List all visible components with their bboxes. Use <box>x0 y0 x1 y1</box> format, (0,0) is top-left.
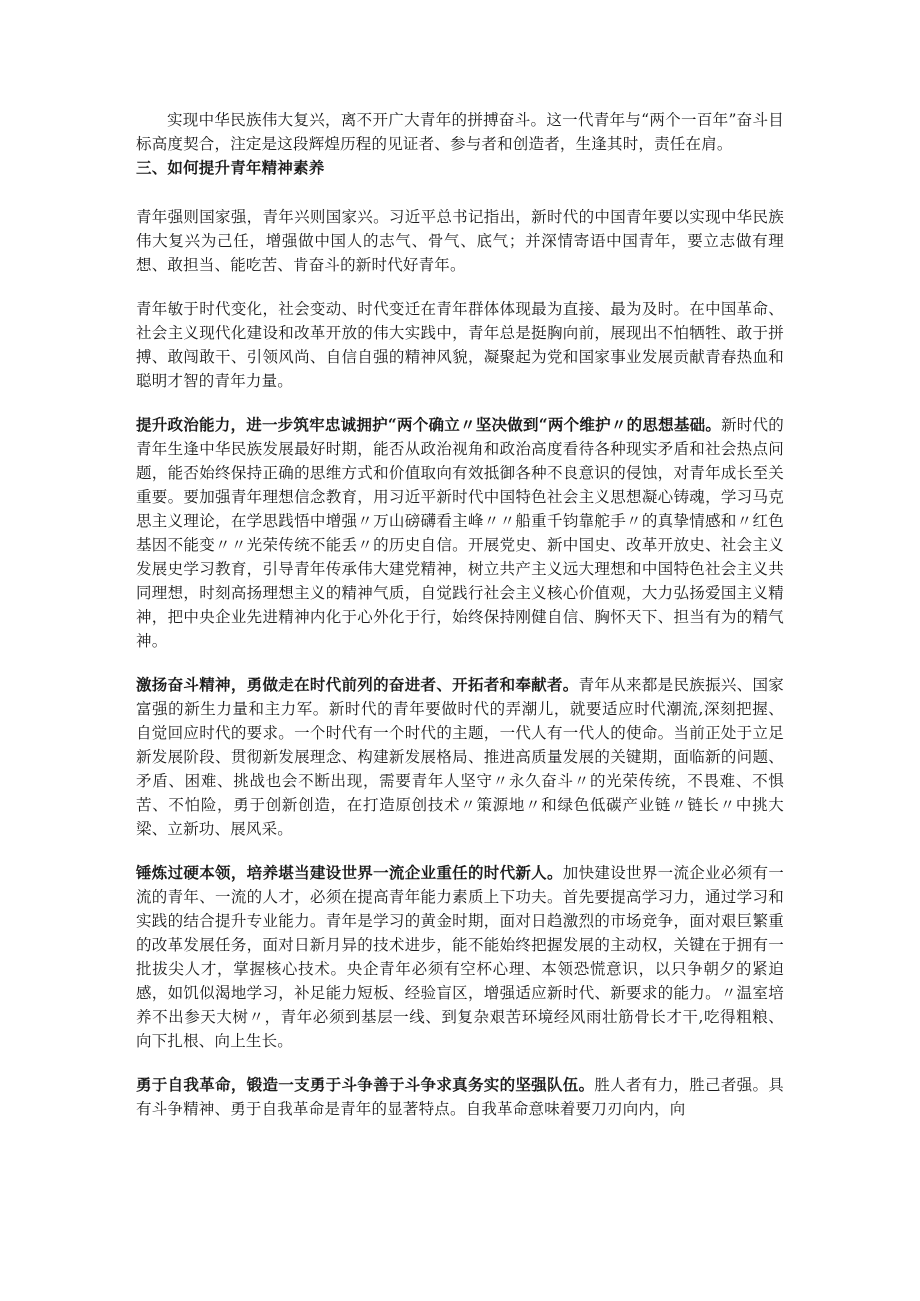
paragraph-6 <box>136 1073 784 1121</box>
paragraph-4 <box>136 673 784 841</box>
paragraph-6-lead: 勇于自我革命，锻造一支勇于斗争善于斗争求真务实的坚强队伍。 <box>136 1075 595 1094</box>
paragraph-3 <box>136 413 784 653</box>
paragraph-4-body: 青年从来都是民族振兴、国家富强的新生力量和主力军。新时代的青年要做时代的弄潮儿，就要适应时代潮流,深刻把握、自觉回应时代的要求。一个时代有一个时代的主题，一代人有一代人的使命。当前正处于立足新发展阶段、贯彻新发展理念、构建新发展格局、推进高质量发展的关键期，面临新的问题、矛盾、困难、挑战也会不断出现，需要青年人坚守〃永久奋斗〃的光荣传统，不畏难、不惧苦、不怕险，勇于创新创造，在打造原创技术〃策源地〃和绿色低碳产业链〃链长〃中挑大梁、立新功、展风采。 <box>136 676 784 838</box>
paragraph-3-lead: 提升政治能力，进一步筑牢忠诚拥护“两个确立〃坚决做到“两个维护〃的思想基础。 <box>136 415 722 434</box>
document-page <box>136 108 784 1121</box>
paragraph-5-lead: 锤炼过硬本领，培养堪当建设世界一流企业重任的时代新人。 <box>136 863 563 882</box>
paragraph-2: 青年敏于时代变化，社会变动、时代变迁在青年群体体现最为直接、最为及时。在中国革命、社会主义现代化建设和改革开放的伟大实践中，青年总是挺胸向前，展现出不怕牺牲、敢于拼搏、敢闯敢干、引领风尚、自信自强的精神风貌，凝聚起为党和国家事业发展贡献青春热血和聪明才智的青年力量。 <box>136 300 784 390</box>
paragraph-3-body: 新时代的青年生逢中华民族发展最好时期，能否从政治视角和政治高度看待各种现实矛盾和社会热点问题，能否始终保持正确的思维方式和价值取向有效抵御各种不良意识的侵蚀，对青年成长至关重要。要加强青年理想信念教育，用习近平新时代中国特色社会主义思想凝心铸魂，学习马克思主义理论，在学思践悟中增强〃万山磅礴看主峰〃〃船重千钧靠舵手〃的真挚情感和〃红色基因不能变〃〃光荣传统不能丢〃的历史自信。开展党史、新中国史、改革开放史、社会主义发展史学习教育，引导青年传承伟大建党精神，树立共产主义远大理想和中国特色社会主义共同理想，时刻高扬理想主义的精神气质，自觉践行社会主义核心价值观，大力弘扬爱国主义精神，把中央企业先进精神内化于心外化于行，始终保持刚健自信、胸怀天下、担当有为的精气神。 <box>136 416 784 650</box>
intro-paragraph: 实现中华民族伟大复兴，离不开广大青年的拼搏奋斗。这一代青年与“两个一百年”奋斗目标高度契合，注定是这段辉煌历程的见证者、参与者和创造者，生逢其时，责任在肩。 <box>136 111 784 153</box>
section-heading: 三、如何提升青年精神素养 <box>136 158 325 177</box>
paragraph-5-body: 加快建设世界一流企业必须有一流的青年、一流的人才，必须在提高青年能力素质上下功夫。首先要提高学习力，通过学习和实践的结合提升专业能力。青年是学习的黄金时期，面对日趋激烈的市场竞争，面对艰巨繁重的改革发展任务，面对日新月异的技术进步，能不能始终把握发展的主动权，关键在于拥有一批拔尖人才，掌握核心技术。央企青年必须有空杯心理、本领恐慌意识，以只争朝夕的紧迫感，如饥似渴地学习，补足能力短板、经验盲区，增强适应新时代、新要求的能力。〃温室培养不出参天大树〃，青年必须到基层一线、到复杂艰苦环境经风雨壮筋骨长才干,吃得粗粮、向下扎根、向上生长。 <box>136 864 784 1050</box>
paragraph-6-body: 胜人者有力，胜己者强。具有斗争精神、勇于自我革命是青年的显著特点。自我革命意味着要刀刃向内，向 <box>136 1076 784 1118</box>
paragraph-4-lead: 激扬奋斗精神，勇做走在时代前列的奋进者、开拓者和奉献者。 <box>136 675 579 694</box>
paragraph-1: 青年强则国家强，青年兴则国家兴。习近平总书记指出，新时代的中国青年要以实现中华民族伟大复兴为己任，增强做中国人的志气、骨气、底气；并深情寄语中国青年，要立志做有理想、敢担当、能吃苦、肯奋斗的新时代好青年。 <box>136 208 784 274</box>
paragraph-5 <box>136 861 784 1053</box>
